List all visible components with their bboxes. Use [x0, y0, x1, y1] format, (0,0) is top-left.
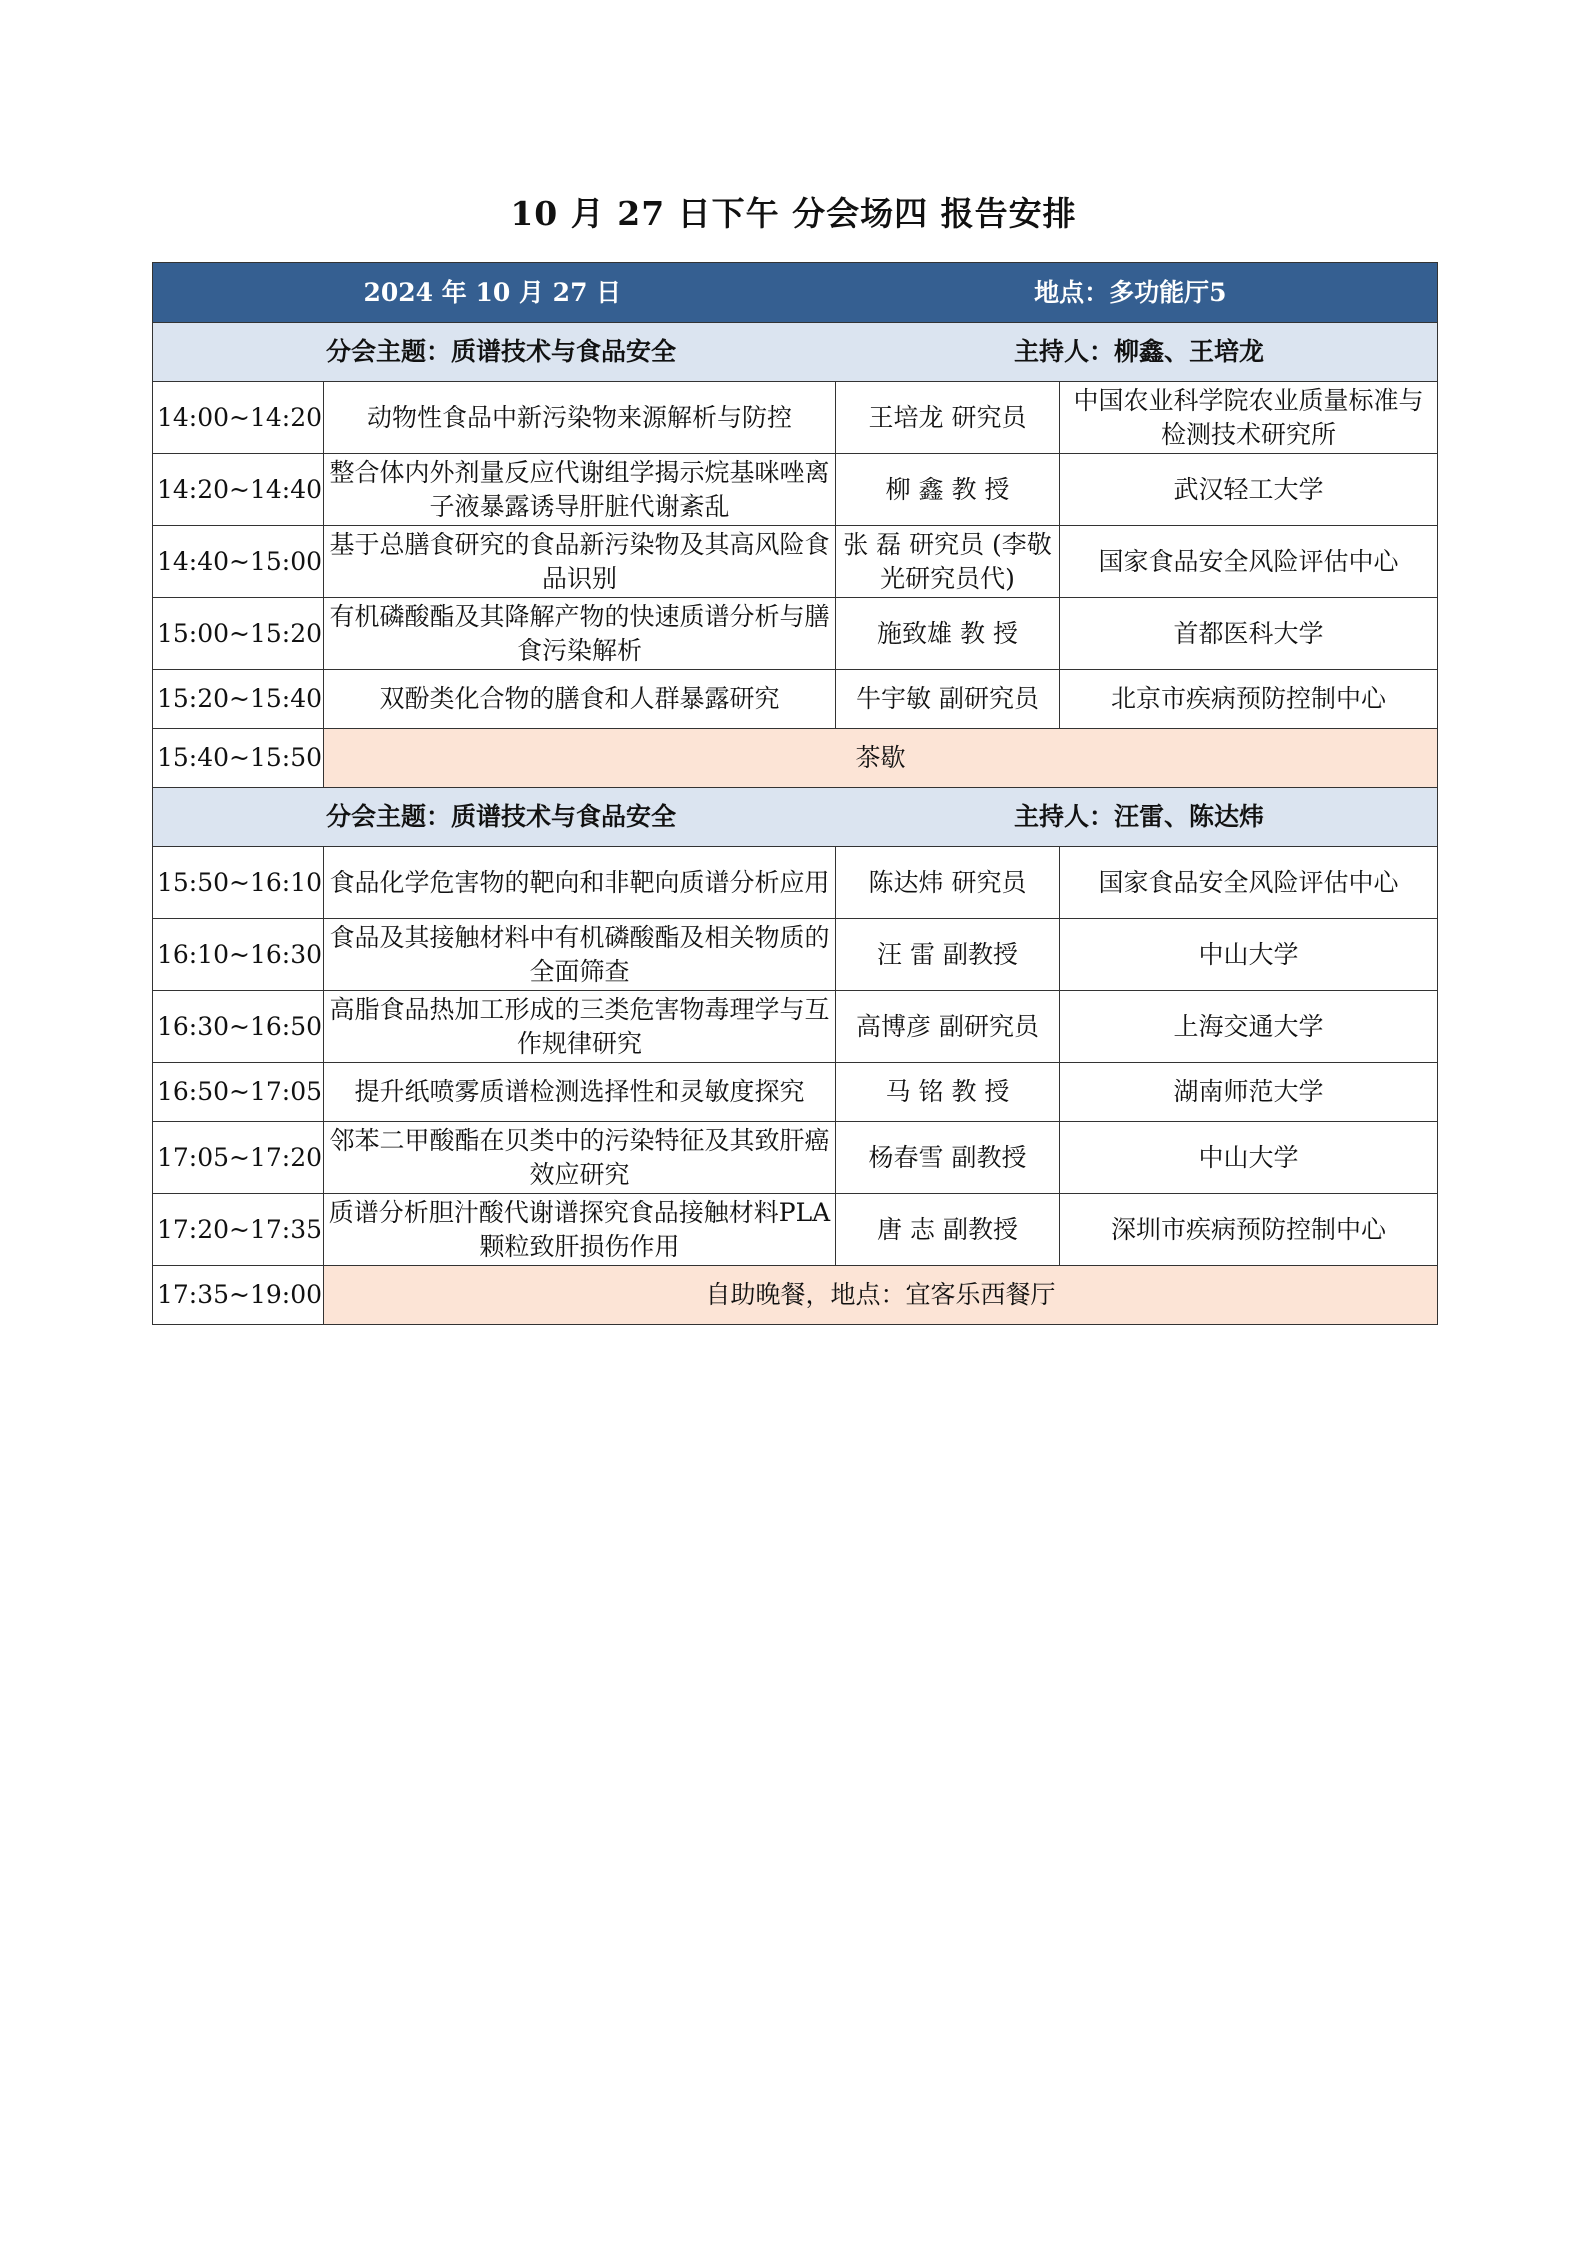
- org-cell: 国家食品安全风险评估中心: [1060, 526, 1438, 598]
- topic-cell: 邻苯二甲酸酯在贝类中的污染特征及其致肝癌效应研究: [324, 1122, 836, 1194]
- org-cell: 深圳市疾病预防控制中心: [1060, 1194, 1438, 1266]
- topic-cell: 整合体内外剂量反应代谢组学揭示烷基咪唑离子液暴露诱导肝脏代谢紊乱: [324, 454, 836, 526]
- speaker-cell: 牛宇敏 副研究员: [836, 670, 1060, 729]
- session-host: 主持人：汪雷、陈达炜: [1014, 802, 1265, 831]
- table-row: [153, 991, 1438, 1063]
- org-cell: 中山大学: [1060, 919, 1438, 991]
- table-row: [153, 670, 1438, 729]
- speaker-cell: 高博彦 副研究员: [836, 991, 1060, 1063]
- time-cell: 16:10~16:30: [153, 919, 324, 991]
- session-header-row: [153, 788, 1438, 847]
- break-row: [153, 729, 1438, 788]
- time-cell: 16:50~17:05: [153, 1063, 324, 1122]
- speaker-cell: 马 铭 教 授: [836, 1063, 1060, 1122]
- time-cell: 14:40~15:00: [153, 526, 324, 598]
- session-theme: 分会主题：质谱技术与食品安全: [326, 802, 677, 831]
- schedule-table: [152, 262, 1438, 1325]
- schedule-header-row: [153, 263, 1438, 323]
- header-date: 2024 年 10 月 27 日: [363, 277, 622, 307]
- break-cell: 茶歇: [324, 729, 1438, 788]
- time-cell: 17:20~17:35: [153, 1194, 324, 1266]
- topic-cell: 双酚类化合物的膳食和人群暴露研究: [324, 670, 836, 729]
- speaker-cell: 陈达炜 研究员: [836, 847, 1060, 919]
- topic-cell: 食品化学危害物的靶向和非靶向质谱分析应用: [324, 847, 836, 919]
- speaker-cell: 张 磊 研究员 (李敬光研究员代): [836, 526, 1060, 598]
- table-row: [153, 1194, 1438, 1266]
- time-cell: 17:35~19:00: [153, 1266, 324, 1325]
- break-cell: 自助晚餐，地点：宜客乐西餐厅: [324, 1266, 1438, 1325]
- org-cell: 湖南师范大学: [1060, 1063, 1438, 1122]
- time-cell: 15:00~15:20: [153, 598, 324, 670]
- time-cell: 14:20~14:40: [153, 454, 324, 526]
- table-row: [153, 1122, 1438, 1194]
- org-cell: 北京市疾病预防控制中心: [1060, 670, 1438, 729]
- table-row: [153, 847, 1438, 919]
- topic-cell: 动物性食品中新污染物来源解析与防控: [324, 382, 836, 454]
- org-cell: 中山大学: [1060, 1122, 1438, 1194]
- time-cell: 16:30~16:50: [153, 991, 324, 1063]
- session-header-row: [153, 323, 1438, 382]
- org-cell: 首都医科大学: [1060, 598, 1438, 670]
- table-row: [153, 382, 1438, 454]
- table-row: [153, 919, 1438, 991]
- topic-cell: 食品及其接触材料中有机磷酸酯及相关物质的全面筛查: [324, 919, 836, 991]
- time-cell: 15:20~15:40: [153, 670, 324, 729]
- table-row: [153, 598, 1438, 670]
- header-location: 地点：多功能厅5: [1034, 277, 1227, 307]
- table-row: [153, 526, 1438, 598]
- break-row: [153, 1266, 1438, 1325]
- topic-cell: 高脂食品热加工形成的三类危害物毒理学与互作规律研究: [324, 991, 836, 1063]
- org-cell: 武汉轻工大学: [1060, 454, 1438, 526]
- topic-cell: 有机磷酸酯及其降解产物的快速质谱分析与膳食污染解析: [324, 598, 836, 670]
- time-cell: 15:50~16:10: [153, 847, 324, 919]
- org-cell: 中国农业科学院农业质量标准与检测技术研究所: [1060, 382, 1438, 454]
- speaker-cell: 施致雄 教 授: [836, 598, 1060, 670]
- page-title: 10 月 27 日下午 分会场四 报告安排: [510, 194, 1077, 233]
- topic-cell: 基于总膳食研究的食品新污染物及其高风险食品识别: [324, 526, 836, 598]
- speaker-cell: 唐 志 副教授: [836, 1194, 1060, 1266]
- time-cell: 15:40~15:50: [153, 729, 324, 788]
- time-cell: 14:00~14:20: [153, 382, 324, 454]
- org-cell: 国家食品安全风险评估中心: [1060, 847, 1438, 919]
- org-cell: 上海交通大学: [1060, 991, 1438, 1063]
- topic-cell: 提升纸喷雾质谱检测选择性和灵敏度探究: [324, 1063, 836, 1122]
- table-row: [153, 1063, 1438, 1122]
- speaker-cell: 王培龙 研究员: [836, 382, 1060, 454]
- speaker-cell: 柳 鑫 教 授: [836, 454, 1060, 526]
- speaker-cell: 杨春雪 副教授: [836, 1122, 1060, 1194]
- speaker-cell: 汪 雷 副教授: [836, 919, 1060, 991]
- session-theme: 分会主题：质谱技术与食品安全: [326, 337, 677, 366]
- time-cell: 17:05~17:20: [153, 1122, 324, 1194]
- table-row: [153, 454, 1438, 526]
- topic-cell: 质谱分析胆汁酸代谢谱探究食品接触材料PLA颗粒致肝损伤作用: [324, 1194, 836, 1266]
- session-host: 主持人：柳鑫、王培龙: [1014, 337, 1265, 366]
